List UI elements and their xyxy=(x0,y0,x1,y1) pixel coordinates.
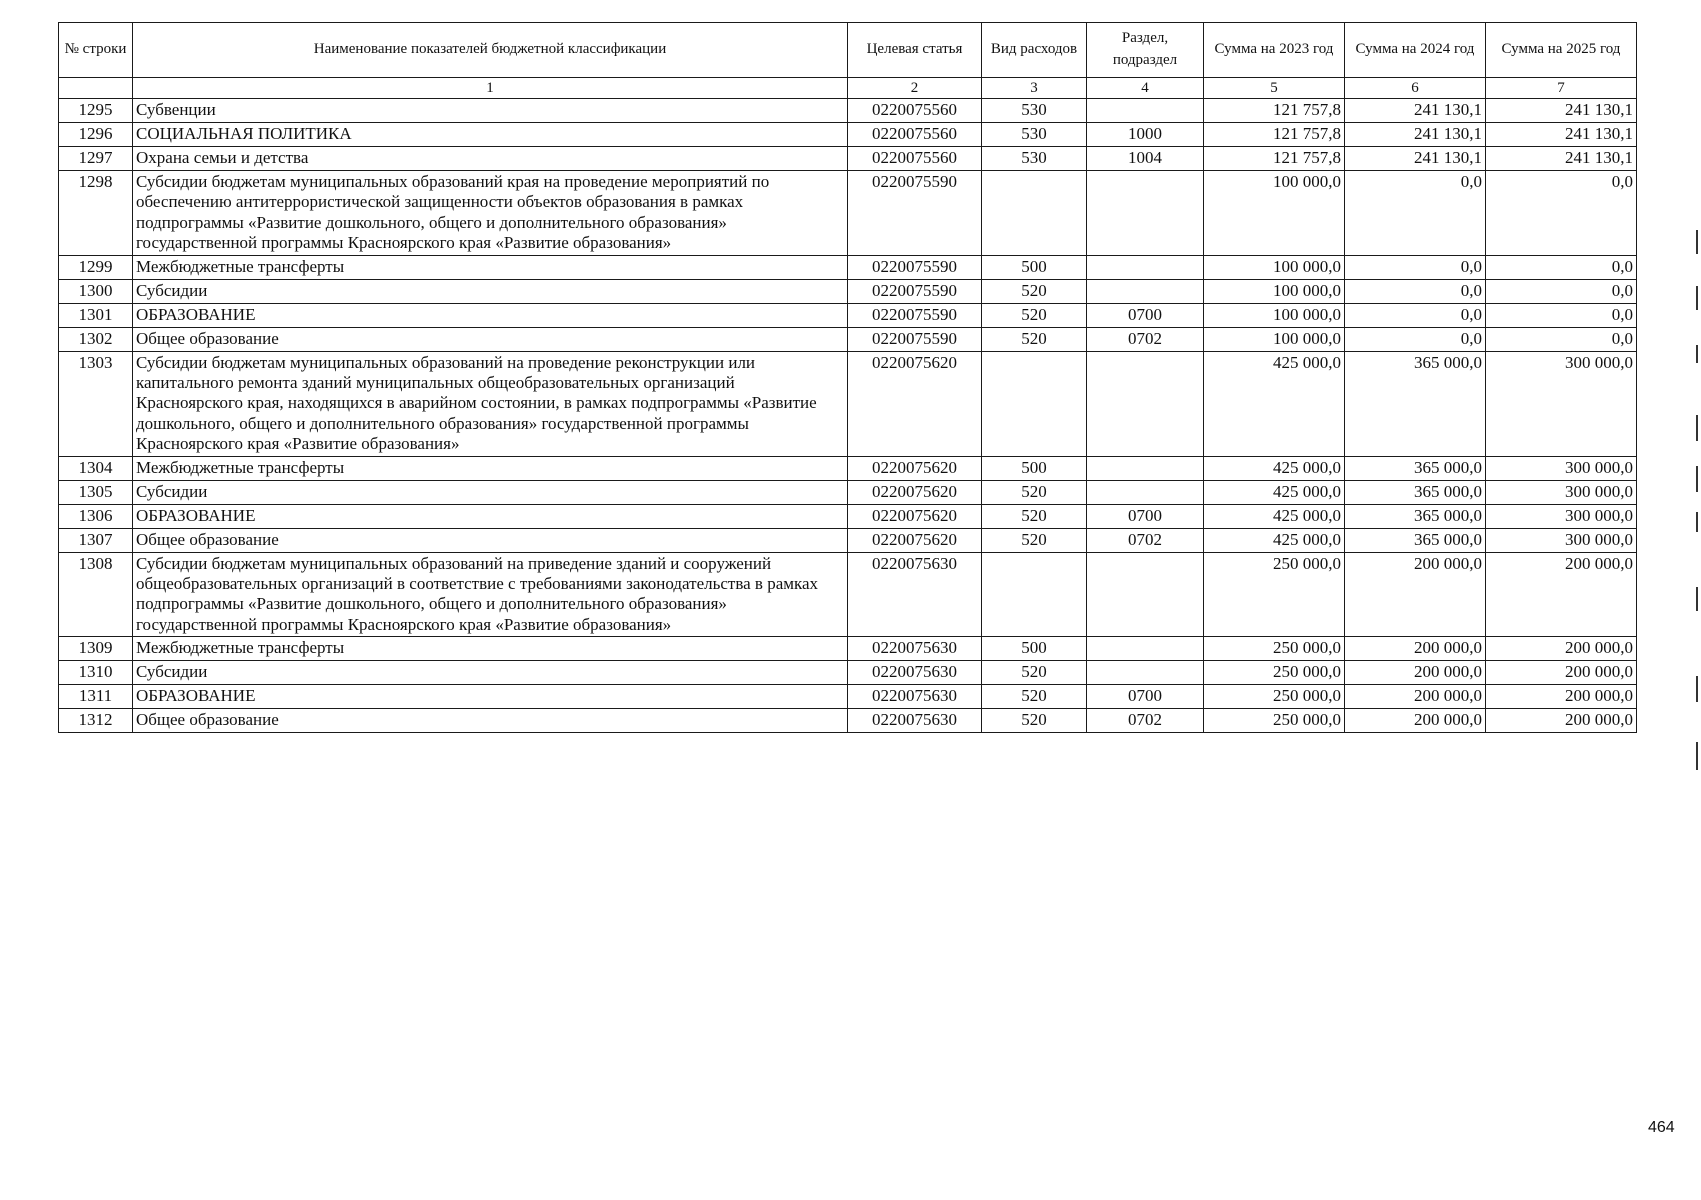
section-cell xyxy=(1087,279,1204,303)
expense-type-cell: 530 xyxy=(982,99,1087,123)
row-number-cell: 1309 xyxy=(59,637,133,661)
expense-type-cell: 500 xyxy=(982,456,1087,480)
sum-2023-cell: 121 757,8 xyxy=(1204,99,1345,123)
table-row xyxy=(59,685,1637,709)
table-row xyxy=(59,528,1637,552)
table-row xyxy=(59,123,1637,147)
sum-2024-cell: 200 000,0 xyxy=(1345,661,1486,685)
expense-type-cell: 520 xyxy=(982,327,1087,351)
row-number-cell: 1301 xyxy=(59,303,133,327)
indicator-name-cell: Межбюджетные трансферты xyxy=(133,637,848,661)
target-article-cell: 0220075630 xyxy=(848,685,982,709)
row-number-cell: 1297 xyxy=(59,147,133,171)
row-number-cell: 1303 xyxy=(59,351,133,456)
column-index-cell: 5 xyxy=(1204,78,1345,99)
sum-2024-cell: 365 000,0 xyxy=(1345,351,1486,456)
row-number-cell: 1310 xyxy=(59,661,133,685)
scan-edge-mark xyxy=(1696,345,1698,363)
section-cell xyxy=(1087,456,1204,480)
sum-2024-cell: 365 000,0 xyxy=(1345,528,1486,552)
sum-2024-cell: 365 000,0 xyxy=(1345,480,1486,504)
target-article-cell: 0220075590 xyxy=(848,279,982,303)
section-cell xyxy=(1087,480,1204,504)
target-article-cell: 0220075560 xyxy=(848,123,982,147)
scan-edge-mark xyxy=(1696,742,1698,770)
table-row xyxy=(59,171,1637,256)
column-index-cell xyxy=(59,78,133,99)
sum-2024-cell: 0,0 xyxy=(1345,279,1486,303)
sum-2025-cell: 241 130,1 xyxy=(1486,123,1637,147)
sum-2025-cell: 0,0 xyxy=(1486,255,1637,279)
sum-2023-cell: 250 000,0 xyxy=(1204,661,1345,685)
indicator-name-cell: Субсидии xyxy=(133,661,848,685)
table-row xyxy=(59,552,1637,637)
budget-table xyxy=(58,22,1637,733)
sum-2025-cell: 300 000,0 xyxy=(1486,504,1637,528)
indicator-name-cell: ОБРАЗОВАНИЕ xyxy=(133,504,848,528)
sum-2025-cell: 0,0 xyxy=(1486,303,1637,327)
section-cell: 0700 xyxy=(1087,504,1204,528)
sum-2025-cell: 0,0 xyxy=(1486,327,1637,351)
target-article-cell: 0220075630 xyxy=(848,637,982,661)
table-header-row xyxy=(59,23,1637,78)
indicator-name-cell: Межбюджетные трансферты xyxy=(133,255,848,279)
sum-2024-cell: 241 130,1 xyxy=(1345,147,1486,171)
table-row xyxy=(59,637,1637,661)
sum-2024-cell: 365 000,0 xyxy=(1345,504,1486,528)
section-cell xyxy=(1087,552,1204,637)
row-number-cell: 1302 xyxy=(59,327,133,351)
target-article-cell: 0220075590 xyxy=(848,327,982,351)
target-article-cell: 0220075630 xyxy=(848,661,982,685)
column-index-cell: 7 xyxy=(1486,78,1637,99)
sum-2023-cell: 425 000,0 xyxy=(1204,480,1345,504)
expense-type-cell: 520 xyxy=(982,709,1087,733)
section-cell: 0700 xyxy=(1087,685,1204,709)
header-sum-2024: Сумма на 2024 год xyxy=(1345,23,1486,78)
target-article-cell: 0220075620 xyxy=(848,528,982,552)
header-indicator-name: Наименование показателей бюджетной классификации xyxy=(133,23,848,78)
header-target-article: Целевая статья xyxy=(848,23,982,78)
indicator-name-cell: ОБРАЗОВАНИЕ xyxy=(133,303,848,327)
column-index-cell: 1 xyxy=(133,78,848,99)
expense-type-cell: 520 xyxy=(982,279,1087,303)
header-section-subsection: Раздел, подраздел xyxy=(1087,23,1204,78)
sum-2023-cell: 100 000,0 xyxy=(1204,327,1345,351)
sum-2024-cell: 0,0 xyxy=(1345,255,1486,279)
row-number-cell: 1298 xyxy=(59,171,133,256)
header-expense-type: Вид расходов xyxy=(982,23,1087,78)
target-article-cell: 0220075560 xyxy=(848,99,982,123)
table-row xyxy=(59,661,1637,685)
sum-2023-cell: 425 000,0 xyxy=(1204,528,1345,552)
indicator-name-cell: Субвенции xyxy=(133,99,848,123)
section-cell xyxy=(1087,661,1204,685)
sum-2024-cell: 0,0 xyxy=(1345,327,1486,351)
indicator-name-cell: ОБРАЗОВАНИЕ xyxy=(133,685,848,709)
sum-2024-cell: 200 000,0 xyxy=(1345,552,1486,637)
row-number-cell: 1312 xyxy=(59,709,133,733)
sum-2025-cell: 0,0 xyxy=(1486,279,1637,303)
target-article-cell: 0220075620 xyxy=(848,351,982,456)
row-number-cell: 1308 xyxy=(59,552,133,637)
table-row xyxy=(59,456,1637,480)
section-cell: 1004 xyxy=(1087,147,1204,171)
expense-type-cell xyxy=(982,552,1087,637)
row-number-cell: 1299 xyxy=(59,255,133,279)
sum-2023-cell: 250 000,0 xyxy=(1204,637,1345,661)
sum-2023-cell: 121 757,8 xyxy=(1204,123,1345,147)
scan-edge-mark xyxy=(1696,466,1698,492)
table-row xyxy=(59,147,1637,171)
sum-2025-cell: 200 000,0 xyxy=(1486,709,1637,733)
table-row xyxy=(59,303,1637,327)
target-article-cell: 0220075590 xyxy=(848,303,982,327)
scan-edge-mark xyxy=(1696,286,1698,310)
section-cell: 0702 xyxy=(1087,528,1204,552)
sum-2024-cell: 200 000,0 xyxy=(1345,709,1486,733)
sum-2024-cell: 365 000,0 xyxy=(1345,456,1486,480)
column-index-cell: 2 xyxy=(848,78,982,99)
sum-2025-cell: 300 000,0 xyxy=(1486,480,1637,504)
indicator-name-cell: Общее образование xyxy=(133,327,848,351)
section-cell: 0702 xyxy=(1087,709,1204,733)
sum-2025-cell: 241 130,1 xyxy=(1486,147,1637,171)
row-number-cell: 1305 xyxy=(59,480,133,504)
scan-edge-mark xyxy=(1696,230,1698,254)
column-index-cell: 3 xyxy=(982,78,1087,99)
table-row xyxy=(59,99,1637,123)
column-index-cell: 4 xyxy=(1087,78,1204,99)
sum-2025-cell: 200 000,0 xyxy=(1486,552,1637,637)
expense-type-cell xyxy=(982,351,1087,456)
scan-edge-mark xyxy=(1696,676,1698,702)
sum-2024-cell: 0,0 xyxy=(1345,171,1486,256)
section-cell xyxy=(1087,171,1204,256)
sum-2025-cell: 300 000,0 xyxy=(1486,456,1637,480)
sum-2023-cell: 250 000,0 xyxy=(1204,709,1345,733)
expense-type-cell: 520 xyxy=(982,685,1087,709)
target-article-cell: 0220075590 xyxy=(848,255,982,279)
indicator-name-cell: Межбюджетные трансферты xyxy=(133,456,848,480)
target-article-cell: 0220075560 xyxy=(848,147,982,171)
section-cell: 1000 xyxy=(1087,123,1204,147)
row-number-cell: 1296 xyxy=(59,123,133,147)
target-article-cell: 0220075590 xyxy=(848,171,982,256)
row-number-cell: 1295 xyxy=(59,99,133,123)
row-number-cell: 1304 xyxy=(59,456,133,480)
expense-type-cell: 520 xyxy=(982,661,1087,685)
table-body xyxy=(59,99,1637,733)
target-article-cell: 0220075620 xyxy=(848,456,982,480)
sum-2025-cell: 200 000,0 xyxy=(1486,661,1637,685)
expense-type-cell: 500 xyxy=(982,637,1087,661)
table-row xyxy=(59,279,1637,303)
target-article-cell: 0220075620 xyxy=(848,480,982,504)
indicator-name-cell: Субсидии бюджетам муниципальных образований края на проведение мероприятий по обеспечению антитеррористической защищенности объектов образования в рамках подпрограммы «Развитие дошкольного, общего и дополнительного образования» государственной программы Красноярского края «Развитие образования» xyxy=(133,171,848,256)
target-article-cell: 0220075620 xyxy=(848,504,982,528)
section-cell: 0700 xyxy=(1087,303,1204,327)
section-cell xyxy=(1087,255,1204,279)
sum-2023-cell: 250 000,0 xyxy=(1204,685,1345,709)
expense-type-cell: 530 xyxy=(982,123,1087,147)
row-number-cell: 1300 xyxy=(59,279,133,303)
expense-type-cell: 520 xyxy=(982,528,1087,552)
sum-2024-cell: 241 130,1 xyxy=(1345,123,1486,147)
expense-type-cell: 520 xyxy=(982,480,1087,504)
section-cell xyxy=(1087,99,1204,123)
indicator-name-cell: Общее образование xyxy=(133,528,848,552)
header-row-number: № строки xyxy=(59,23,133,78)
sum-2024-cell: 0,0 xyxy=(1345,303,1486,327)
sum-2024-cell: 200 000,0 xyxy=(1345,685,1486,709)
row-number-cell: 1311 xyxy=(59,685,133,709)
section-cell xyxy=(1087,351,1204,456)
header-sum-2023: Сумма на 2023 год xyxy=(1204,23,1345,78)
indicator-name-cell: Субсидии xyxy=(133,480,848,504)
scan-edge-mark xyxy=(1696,587,1698,611)
sum-2023-cell: 100 000,0 xyxy=(1204,303,1345,327)
scan-edge-mark xyxy=(1696,415,1698,441)
sum-2023-cell: 250 000,0 xyxy=(1204,552,1345,637)
sum-2025-cell: 241 130,1 xyxy=(1486,99,1637,123)
target-article-cell: 0220075630 xyxy=(848,709,982,733)
indicator-name-cell: Субсидии бюджетам муниципальных образований на приведение зданий и сооружений общеобразовательных организаций в соответствие с требованиями законодательства в рамках подпрограммы «Развитие дошкольного, общего и дополнительного образования» государственной программы Красноярского края «Развитие образования» xyxy=(133,552,848,637)
table-row xyxy=(59,255,1637,279)
sum-2023-cell: 425 000,0 xyxy=(1204,504,1345,528)
expense-type-cell: 520 xyxy=(982,303,1087,327)
scan-edge-mark xyxy=(1696,512,1698,532)
sum-2025-cell: 0,0 xyxy=(1486,171,1637,256)
indicator-name-cell: СОЦИАЛЬНАЯ ПОЛИТИКА xyxy=(133,123,848,147)
column-index-row xyxy=(59,78,1637,99)
section-cell: 0702 xyxy=(1087,327,1204,351)
header-sum-2025: Сумма на 2025 год xyxy=(1486,23,1637,78)
table-row xyxy=(59,480,1637,504)
column-index-cell: 6 xyxy=(1345,78,1486,99)
sum-2023-cell: 121 757,8 xyxy=(1204,147,1345,171)
sum-2025-cell: 300 000,0 xyxy=(1486,351,1637,456)
sum-2023-cell: 100 000,0 xyxy=(1204,279,1345,303)
row-number-cell: 1306 xyxy=(59,504,133,528)
sum-2024-cell: 241 130,1 xyxy=(1345,99,1486,123)
indicator-name-cell: Общее образование xyxy=(133,709,848,733)
target-article-cell: 0220075630 xyxy=(848,552,982,637)
row-number-cell: 1307 xyxy=(59,528,133,552)
table-row xyxy=(59,504,1637,528)
expense-type-cell: 530 xyxy=(982,147,1087,171)
table-row xyxy=(59,327,1637,351)
indicator-name-cell: Субсидии бюджетам муниципальных образований на проведение реконструкции или капитального ремонта зданий муниципальных общеобразовательных организаций Красноярского края, находящихся в аварийном состоянии, в рамках подпрограммы «Развитие дошкольного, общего и дополнительного образования» государственной программы Красноярского края «Развитие образования» xyxy=(133,351,848,456)
table-row xyxy=(59,709,1637,733)
sum-2025-cell: 300 000,0 xyxy=(1486,528,1637,552)
sum-2023-cell: 100 000,0 xyxy=(1204,171,1345,256)
expense-type-cell xyxy=(982,171,1087,256)
section-cell xyxy=(1087,637,1204,661)
expense-type-cell: 500 xyxy=(982,255,1087,279)
sum-2023-cell: 100 000,0 xyxy=(1204,255,1345,279)
sum-2023-cell: 425 000,0 xyxy=(1204,351,1345,456)
indicator-name-cell: Охрана семьи и детства xyxy=(133,147,848,171)
sum-2025-cell: 200 000,0 xyxy=(1486,637,1637,661)
sum-2024-cell: 200 000,0 xyxy=(1345,637,1486,661)
expense-type-cell: 520 xyxy=(982,504,1087,528)
page-number: 464 xyxy=(1648,1119,1675,1136)
table-row xyxy=(59,351,1637,456)
sum-2023-cell: 425 000,0 xyxy=(1204,456,1345,480)
indicator-name-cell: Субсидии xyxy=(133,279,848,303)
sum-2025-cell: 200 000,0 xyxy=(1486,685,1637,709)
